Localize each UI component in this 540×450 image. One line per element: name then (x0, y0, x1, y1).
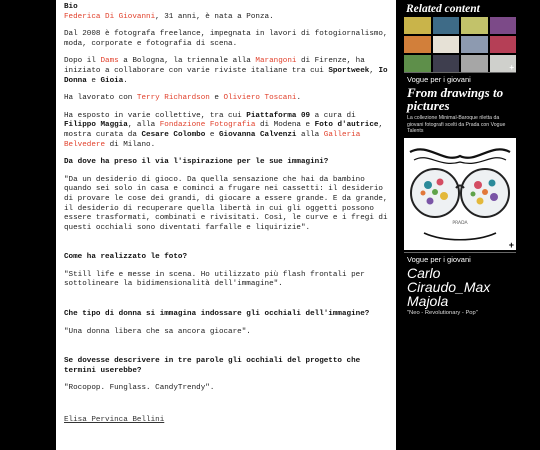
link-fondazione-fotografia[interactable]: Fondazione Fotografia (159, 121, 256, 130)
related-content-sidebar (402, 0, 518, 450)
interview-answer: "Da un desiderio di gioco. Da quella sensazione che hai da bambino quando sei solo in casa e cominci a frugare nei cassetti: il desiderio di provare le cose dei grandi, di giocare a essere grande. E da grande, il desiderio di recuperare quella libertà in cui gli oggetti possono essere trasformati, combinati e rivisitati. Così, le curve e i fregi di questi occhiali sono diventati farfalle e liquirizie". (64, 175, 388, 232)
interview-answer: "Still life e messe in scena. Ho utilizzato più flash frontali per sottolineare la bidimensionalità dell'immagine". (64, 270, 365, 289)
thumbnail-tile[interactable] (433, 55, 460, 72)
item2-kicker: Vogue per i giovani (407, 254, 471, 264)
thumbnail-tile[interactable] (404, 36, 431, 53)
item2-description: "Neo - Revolutionary - Pop" (407, 309, 478, 316)
item1-description: La collezione Minimal-Baroque riletta da giovani fotografi scelti da Prada con Vogue Talents (407, 115, 506, 134)
expand-plus-icon[interactable]: + (509, 63, 514, 72)
related-content-title: Related content (406, 3, 480, 15)
article-content (56, 0, 396, 450)
thumbnail-tile[interactable] (433, 36, 460, 53)
paragraph-collaborations: Dopo il Dams a Bologna, la triennale alla Marangoni di Firenze, ha iniziato a collaborare con varie riviste italiane tra cui Sportweek, Io Donna e Gioia. (64, 57, 388, 85)
bio-heading: Bio (64, 3, 78, 11)
decorative-glasses-illustration (404, 138, 516, 250)
thumbnail-mosaic[interactable] (404, 17, 516, 72)
link-marangoni[interactable]: Marangoni (255, 57, 297, 66)
paragraph-exhibitions: Ha esposto in varie collettive, tra cui Piattaforma 09 a cura di Filippo Maggia, alla Fondazione Fotografia di Modena e Foto d'autrice, mostra curata da Cesare Colombo e Giovanna Calvenzi alla Galleria Belvedere di Milano. (64, 111, 384, 149)
author-link[interactable]: Elisa Pervinca Bellini (64, 416, 165, 425)
expand-plus-icon[interactable]: + (508, 239, 514, 250)
link-federica-di-giovanni[interactable]: Federica Di Giovanni (64, 12, 156, 21)
thumbnail-tile[interactable] (404, 17, 431, 34)
bio-paragraph: Bio Federica Di Giovanni, 31 anni, è nata a Ponza. (64, 3, 274, 21)
gallery-thumbnail[interactable] (404, 138, 516, 250)
thumbnail-tile[interactable] (404, 55, 431, 72)
interview-answer: "Rocopop. Funglass. CandyTrendy". (64, 384, 215, 393)
thumbnail-tile[interactable] (461, 55, 488, 72)
paragraph-freelance: Dal 2008 è fotografa freelance, impegnata in lavori di fotogiornalismo, moda, corporate e fotografia di scena. (64, 30, 388, 48)
thumbnail-tile[interactable] (490, 17, 517, 34)
gallery-brand-label: PRADA (452, 220, 468, 226)
interview-question: Che tipo di donna si immagina indossare gli occhiali dell'immagine? (64, 310, 370, 319)
link-terry-richardson[interactable]: Terry Richardson (136, 94, 210, 103)
item2-title-link[interactable]: Carlo Ciraudo_Max Majola (407, 264, 491, 309)
thumbnail-tile[interactable] (433, 17, 460, 34)
interview-question: Come ha realizzato le foto? (64, 253, 188, 262)
thumbnail-tile[interactable] (490, 55, 517, 72)
thumbnail-tile[interactable] (461, 17, 488, 34)
item1-kicker: Vogue per i giovani (407, 75, 471, 84)
thumbnail-tile[interactable] (461, 36, 488, 53)
interview-question: Se dovesse descrivere in tre parole gli occhiali del progetto che termini userebbe? (64, 357, 361, 375)
spacer (64, 345, 388, 357)
link-galleria-belvedere[interactable]: Galleria Belvedere (64, 130, 361, 149)
link-dams[interactable]: Dams (100, 57, 119, 66)
link-oliviero-toscani[interactable]: Oliviero Toscani (223, 94, 297, 103)
paragraph-worked-with: Ha lavorato con Terry Richardson e Oliviero Toscani. (64, 94, 301, 103)
spacer (64, 241, 388, 253)
item1-title-link[interactable]: From drawings to pictures (407, 85, 504, 113)
interview-answer: "Una donna libera che sa ancora giocare". (64, 327, 251, 336)
interview-question: Da dove ha preso il via l'ispirazione per le sue immagini? (64, 158, 329, 167)
thumbnail-tile[interactable] (490, 36, 517, 53)
spacer (64, 298, 388, 310)
